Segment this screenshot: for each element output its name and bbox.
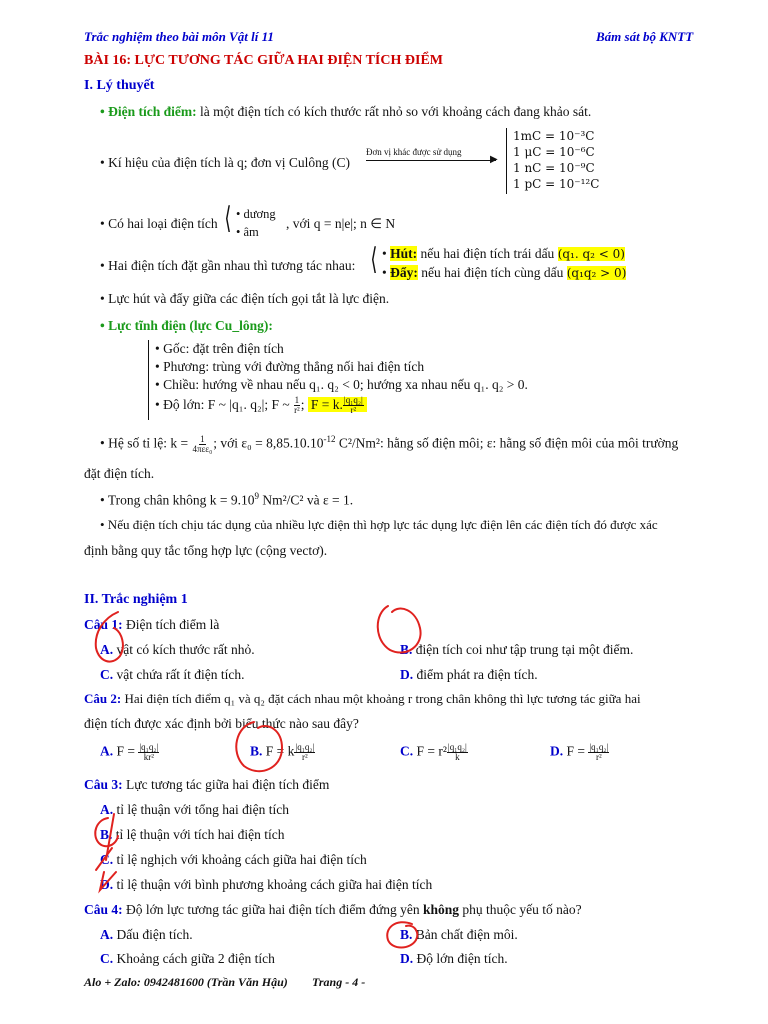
- attract-text: nếu hai điện tích trái dấu: [417, 246, 558, 261]
- q3-option-d[interactable]: D. tỉ lệ thuận với bình phương khoảng cách giữa hai điện tích: [100, 877, 433, 892]
- footer-page-number: Trang - 4 -: [312, 975, 366, 989]
- repel-label: Đẩy:: [390, 265, 418, 280]
- theory-heading: I. Lý thuyết: [84, 78, 155, 93]
- two-kinds-line: • Có hai loại điện tích: [100, 216, 218, 231]
- kind-negative: • âm: [236, 225, 259, 239]
- q4-option-b[interactable]: B. Bản chất điện môi.: [400, 927, 518, 942]
- q4-option-d[interactable]: D. Độ lớn điện tích.: [400, 951, 508, 966]
- lesson-title: BÀI 16: LỰC TƯƠNG TÁC GIỮA HAI ĐIỆN TÍCH ĐIỂM: [84, 53, 443, 68]
- coulomb-item: • Phương: trùng với đường thẳng nối hai điện tích: [155, 359, 425, 374]
- point-charge-line: [100, 104, 591, 120]
- coulomb-item: • Chiều: hướng về nhau nếu q₁. q₂ < 0; hướng xa nhau nếu q₁. q₂ > 0.: [155, 377, 528, 392]
- arrow-head-icon: ▶: [490, 154, 498, 165]
- electric-force-line: • Lực hút và đẩy giữa các điện tích gọi tắt là lực điện.: [100, 291, 390, 306]
- attract-label: Hút:: [390, 246, 418, 261]
- symbol-line: • Kí hiệu của điện tích là q; đơn vị Culông (C): [100, 155, 350, 170]
- q3-option-c[interactable]: C. tỉ lệ nghịch với khoảng cách giữa hai điện tích: [100, 852, 367, 867]
- k-line-2: đặt điện tích.: [84, 466, 155, 481]
- question-1: Câu 1: Điện tích điểm là: [84, 617, 220, 632]
- superposition-line-1: • Nếu điện tích chịu tác dụng của nhiều lực điện thì hợp lực tác dụng lực điện lên các điện tích đó được xác: [100, 517, 658, 532]
- coulomb-formula: F = k. $\frac{\text{|q₁q₂|}}{\text{r²}}$: [308, 397, 367, 412]
- brace-icon: ⟨: [370, 243, 378, 276]
- interaction-line: • Hai điện tích đặt gần nhau thì tương tác nhau:: [100, 258, 356, 273]
- question-2: Câu 2: Hai điện tích điểm q₁ và q₂ đặt cách nhau một khoảng r trong chân không thì lực tương tác giữa hai: [84, 691, 641, 706]
- arrow-line: [366, 160, 496, 161]
- footer-contact: Alo + Zalo: 0942481600 (Trần Văn Hậu): [84, 975, 288, 989]
- superposition-line-2: định bằng quy tắc tổng hợp lực (cộng vectơ).: [84, 543, 328, 558]
- header-left: Trắc nghiệm theo bài môn Vật lí 11: [84, 29, 274, 44]
- q1-option-d[interactable]: D. điểm phát ra điện tích.: [400, 667, 538, 682]
- q3-option-a[interactable]: A. tỉ lệ thuận với tổng hai điện tích: [100, 802, 289, 817]
- attract-condition: (q₁. q₂ < 0): [557, 247, 625, 261]
- quiz-heading: II. Trắc nghiệm 1: [84, 592, 188, 607]
- attract-line: • Hút: nếu hai điện tích trái dấu (q₁. q₂ < 0): [382, 246, 625, 261]
- question-2-line-2: điện tích được xác định bởi biểu thức nào sau đây?: [84, 716, 359, 731]
- q2-option-a[interactable]: A. F = $\frac{\text{|q₁q₂|}}{\text{kr²}}$: [100, 742, 159, 762]
- units-list: [506, 128, 599, 194]
- repel-text: nếu hai điện tích cùng dấu: [417, 265, 567, 280]
- coulomb-heading: • Lực tĩnh điện (lực Cu_lông):: [100, 318, 273, 333]
- unit-item: 1 nC = 10⁻⁹C: [513, 161, 595, 175]
- unit-item: 1 μC = 10⁻⁶C: [513, 145, 595, 159]
- q1-option-a[interactable]: A. vật có kích thước rất nhỏ.: [100, 642, 255, 657]
- point-charge-term: • Điện tích điểm:: [100, 104, 197, 119]
- question-3: Câu 3: Lực tương tác giữa hai điện tích điểm: [84, 777, 330, 792]
- q1-option-c[interactable]: C. vật chứa rất ít điện tích.: [100, 667, 245, 682]
- header-right: Bám sát bộ KNTT: [596, 29, 694, 44]
- q1-option-b[interactable]: B. điện tích coi như tập trung tại một điểm.: [400, 642, 634, 657]
- q4-option-a[interactable]: A. Dấu điện tích.: [100, 927, 193, 942]
- q2-option-d[interactable]: D. F = $\frac{\text{|q₁q₂|}}{\text{r²}}$: [550, 742, 609, 762]
- point-charge-def: là một điện tích có kích thước rất nhỏ so với khoảng cách đang khảo sát.: [196, 104, 592, 119]
- coulomb-item: • Gốc: đặt trên điện tích: [155, 341, 284, 356]
- repel-condition: (q₁q₂ > 0): [566, 266, 627, 280]
- vacuum-line: • Trong chân không $k = 9.10^9$ Nm²/C² và ε = 1.: [100, 491, 354, 508]
- repel-line: • Đẩy: nếu hai điện tích cùng dấu (q₁q₂ > 0): [382, 265, 627, 280]
- question-4: Câu 4: Độ lớn lực tương tác giữa hai điện tích điểm đứng yên không phụ thuộc yếu tố nào?: [84, 902, 582, 917]
- unit-item: 1 pC = 10⁻¹²C: [513, 177, 600, 191]
- q2-option-c[interactable]: C. F = r² $\frac{\text{|q₁q₂|}}{k}$: [400, 742, 467, 762]
- q3-option-b[interactable]: B. tỉ lệ thuận với tích hai điện tích: [100, 827, 285, 842]
- k-line: • Hệ số tỉ lệ: k = $\frac{1}{\text{4πεε₀}}$ ; với $\varepsilon_0 = 8,85.10.10^{-12}$ C²/Nm²: hằng số điện môi; ε: hằng số điện môi của môi trường: [100, 433, 679, 454]
- arrow-label: Đơn vị khác được sử dụng: [366, 147, 462, 157]
- q2-option-b[interactable]: B. F = k $\frac{\text{|q₁q₂|}}{\text{r²}}$: [250, 742, 315, 762]
- coulomb-magnitude: • Độ lớn: F ~ |q₁. q₂|; F ~ $\frac{1}{\text{r²}}$ ; F = k. $\frac{\text{|q₁q₂|}}{\text{r²}}$: [155, 394, 528, 416]
- coulomb-list: [148, 340, 528, 420]
- unit-item: 1mC = 10⁻³C: [513, 129, 595, 143]
- kind-positive: • dương: [236, 207, 276, 221]
- kinds-formula: , với q = n|e|; n ∈ N: [286, 216, 396, 231]
- q4-option-c[interactable]: C. Khoảng cách giữa 2 điện tích: [100, 951, 275, 966]
- brace-icon: ⟨: [224, 202, 232, 235]
